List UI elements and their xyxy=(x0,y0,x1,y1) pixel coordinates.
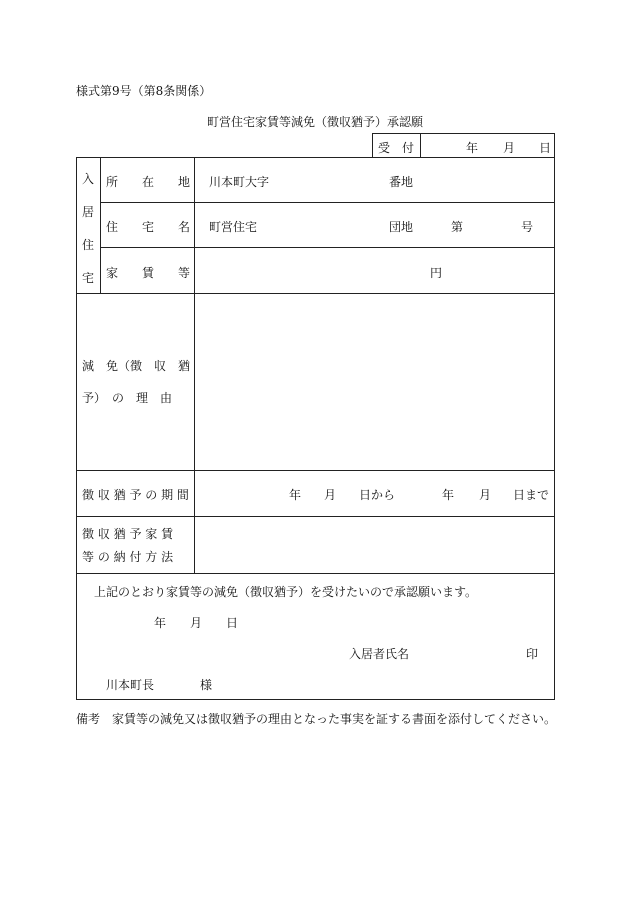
location-label: 所 在 地 xyxy=(106,175,191,189)
period-from: 日から xyxy=(359,488,396,502)
housing-no-suffix: 号 xyxy=(521,220,534,234)
form-title: 町営住宅家賃等減免（徴収猶予）承認願 xyxy=(206,115,423,129)
reason-label-line2: 予） の 理 由 xyxy=(82,391,173,405)
note-label: 備考 xyxy=(76,712,101,726)
addressee: 川本町長 xyxy=(106,678,155,692)
payment-field[interactable] xyxy=(195,517,553,572)
location-suffix: 番地 xyxy=(389,175,414,189)
rent-unit: 円 xyxy=(430,266,443,280)
period-year1: 年 xyxy=(289,488,302,502)
reason-field[interactable] xyxy=(195,294,553,469)
housing-complex: 団地 xyxy=(389,220,414,234)
receipt-month: 月 xyxy=(503,141,516,155)
resident-name-label: 入居者氏名 xyxy=(349,647,410,661)
payment-label-line2: 等 の 納 付 方 法 xyxy=(82,550,174,564)
section-label-char-2: 居 xyxy=(81,205,94,219)
addressee-honorific: 様 xyxy=(200,678,213,692)
receipt-year: 年 xyxy=(466,141,479,155)
period-until: 日まで xyxy=(513,488,550,502)
location-value: 川本町大字 xyxy=(209,175,270,189)
form-number: 様式第9号（第8条関係） xyxy=(76,84,212,98)
period-year2: 年 xyxy=(442,488,455,502)
section-label-char-4: 宅 xyxy=(81,271,94,285)
reason-label-line1: 減 免（徴 収 猶 xyxy=(82,359,191,373)
declaration-month: 月 xyxy=(190,616,203,630)
receipt-label: 受 付 xyxy=(377,141,414,155)
seal-mark: 印 xyxy=(526,647,539,661)
housing-name-label: 住 宅 名 xyxy=(106,220,191,234)
period-label: 徴 収 猶 予 の 期 間 xyxy=(82,488,189,502)
section-label-char-3: 住 xyxy=(81,238,94,252)
declaration-year: 年 xyxy=(154,616,167,630)
declaration-text: 上記のとおり家賃等の減免（徴収猶予）を受けたいので承認願います。 xyxy=(94,585,478,599)
receipt-day: 日 xyxy=(539,141,552,155)
declaration-day: 日 xyxy=(226,616,239,630)
period-month1: 月 xyxy=(324,488,337,502)
housing-no-prefix: 第 xyxy=(451,220,464,234)
section-label-char-1: 入 xyxy=(81,172,94,186)
period-month2: 月 xyxy=(479,488,492,502)
payment-label-line1: 徴 収 猶 予 家 賃 xyxy=(82,527,174,541)
housing-name-value: 町営住宅 xyxy=(209,220,258,234)
rent-label: 家 賃 等 xyxy=(106,266,191,280)
note-text: 家賃等の減免又は徴収猶予の理由となった事実を証する書面を添付してください。 xyxy=(112,712,557,726)
